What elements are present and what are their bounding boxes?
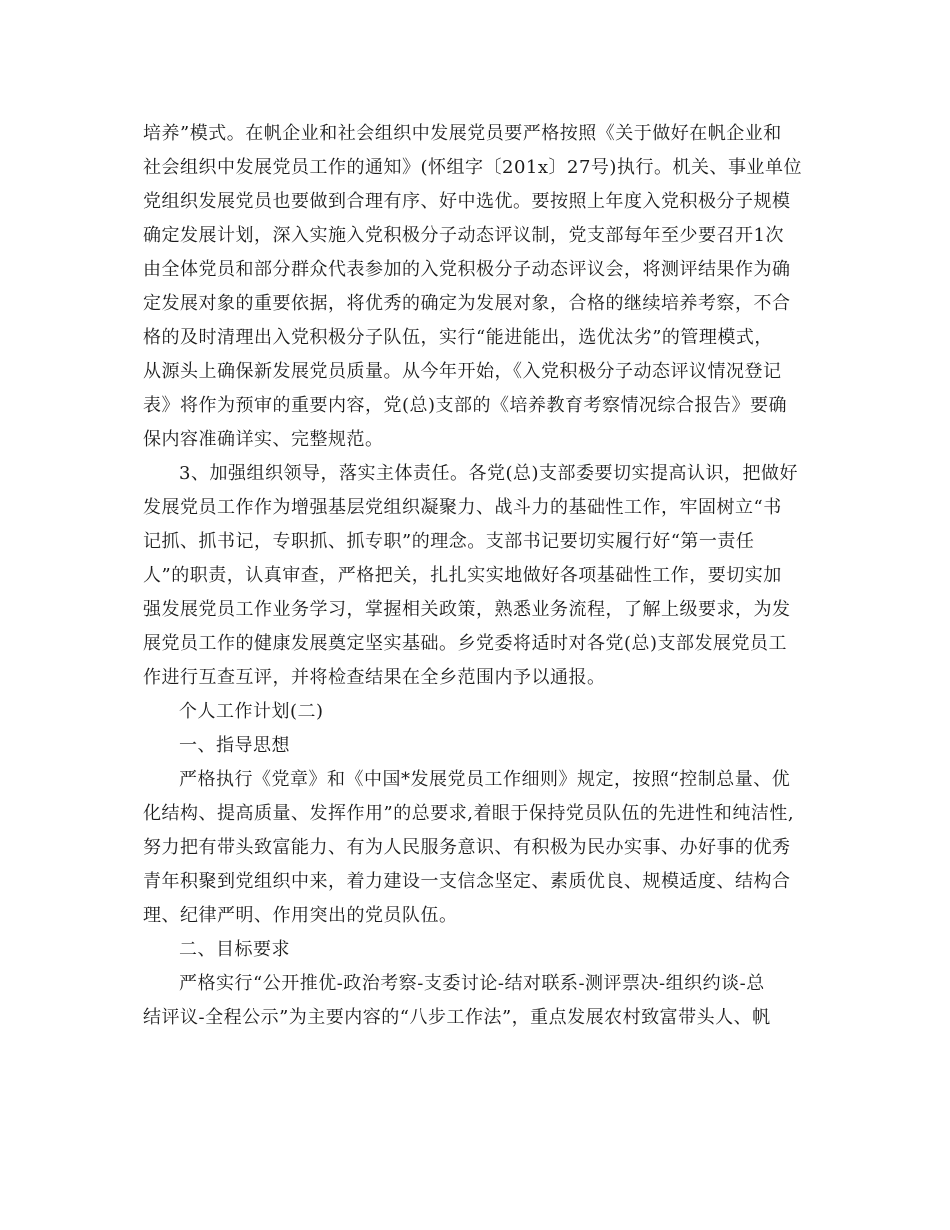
- text-line: 化结构、提高质量、发挥作用”的总要求,着眼于保持党员队伍的先进性和纯洁性,: [143, 803, 795, 824]
- paragraph: [143, 967, 808, 1035]
- text-line: 理、纪律严明、作用突出的党员队伍。: [143, 905, 458, 926]
- text-line: 表》将作为预审的重要内容，党(总)支部的《培养教育考察情况综合报告》要确: [143, 395, 788, 416]
- paragraph: [143, 933, 808, 967]
- text-line: 努力把有带头致富能力、有为人民服务意识、有积极为民办实事、办好事的优秀: [143, 837, 791, 858]
- text-line: 发展党员工作作为增强基层党组织凝聚力、战斗力的基础性工作，牢固树立“书: [143, 497, 782, 518]
- text-line: 确定发展计划，深入实施入党积极分子动态评议制，党支部每年至少要召开1次: [143, 225, 784, 246]
- text-line: 青年积聚到党组织中来，着力建设一支信念坚定、素质优良、规模适度、结构合: [143, 871, 791, 892]
- text-line: 展党员工作的健康发展奠定坚实基础。乡党委将适时对各党(总)支部发展党员工: [143, 633, 788, 654]
- text-line: 人”的职责，认真审查，严格把关，扎扎实实地做好各项基础性工作，要切实加: [143, 565, 782, 586]
- text-line: 结评议-全程公示”为主要内容的“八步工作法”，重点发展农村致富带头人、帆: [143, 1007, 771, 1028]
- text-line: 严格执行《党章》和《中国*发展党员工作细则》规定，按照“控制总量、优: [179, 769, 791, 790]
- text-line: 社会组织中发展党员工作的通知》(怀组字〔201x〕27号)执行。机关、事业单位: [143, 157, 802, 178]
- text-line: 严格实行“公开推优-政治考察-支委讨论-结对联系-测评票决-组织约谈-总: [179, 973, 765, 994]
- text-line: 由全体党员和部分群众代表参加的入党积极分子动态评议会，将测评结果作为确: [143, 259, 791, 280]
- text-line: 培养”模式。在帆企业和社会组织中发展党员要严格按照《关于做好在帆企业和: [143, 123, 782, 144]
- text-line: 从源头上确保新发展党员质量。从今年开始，《入党积极分子动态评议情况登记: [143, 361, 782, 382]
- paragraph: [143, 117, 808, 457]
- paragraph: [143, 763, 808, 933]
- text-line: 二、目标要求: [179, 939, 290, 960]
- paragraph: [143, 457, 808, 695]
- text-line: 3、加强组织领导，落实主体责任。各党(总)支部委要切实提高认识，把做好: [179, 463, 798, 484]
- text-line: 定发展对象的重要依据，将优秀的确定为发展对象，合格的继续培养考察，不合: [143, 293, 791, 314]
- text-line: 记抓、抓书记，专职抓、抓专职”的理念。支部书记要切实履行好“第一责任: [143, 531, 755, 552]
- text-line: 保内容准确详实、完整规范。: [143, 429, 384, 450]
- text-line: 党组织发展党员也要做到合理有序、好中选优。要按照上年度入党积极分子规模: [143, 191, 791, 212]
- text-line: 格的及时清理出入党积极分子队伍，实行“能进能出，选优汰劣”的管理模式，: [143, 327, 773, 348]
- document-body: [143, 117, 808, 1035]
- paragraph: [143, 695, 808, 729]
- text-line: 作进行互查互评，并将检查结果在全乡范围内予以通报。: [143, 667, 606, 688]
- text-line: 个人工作计划(二): [179, 701, 324, 722]
- paragraph: [143, 729, 808, 763]
- text-line: 一、指导思想: [179, 735, 290, 756]
- text-line: 强发展党员工作业务学习，掌握相关政策，熟悉业务流程，了解上级要求，为发: [143, 599, 791, 620]
